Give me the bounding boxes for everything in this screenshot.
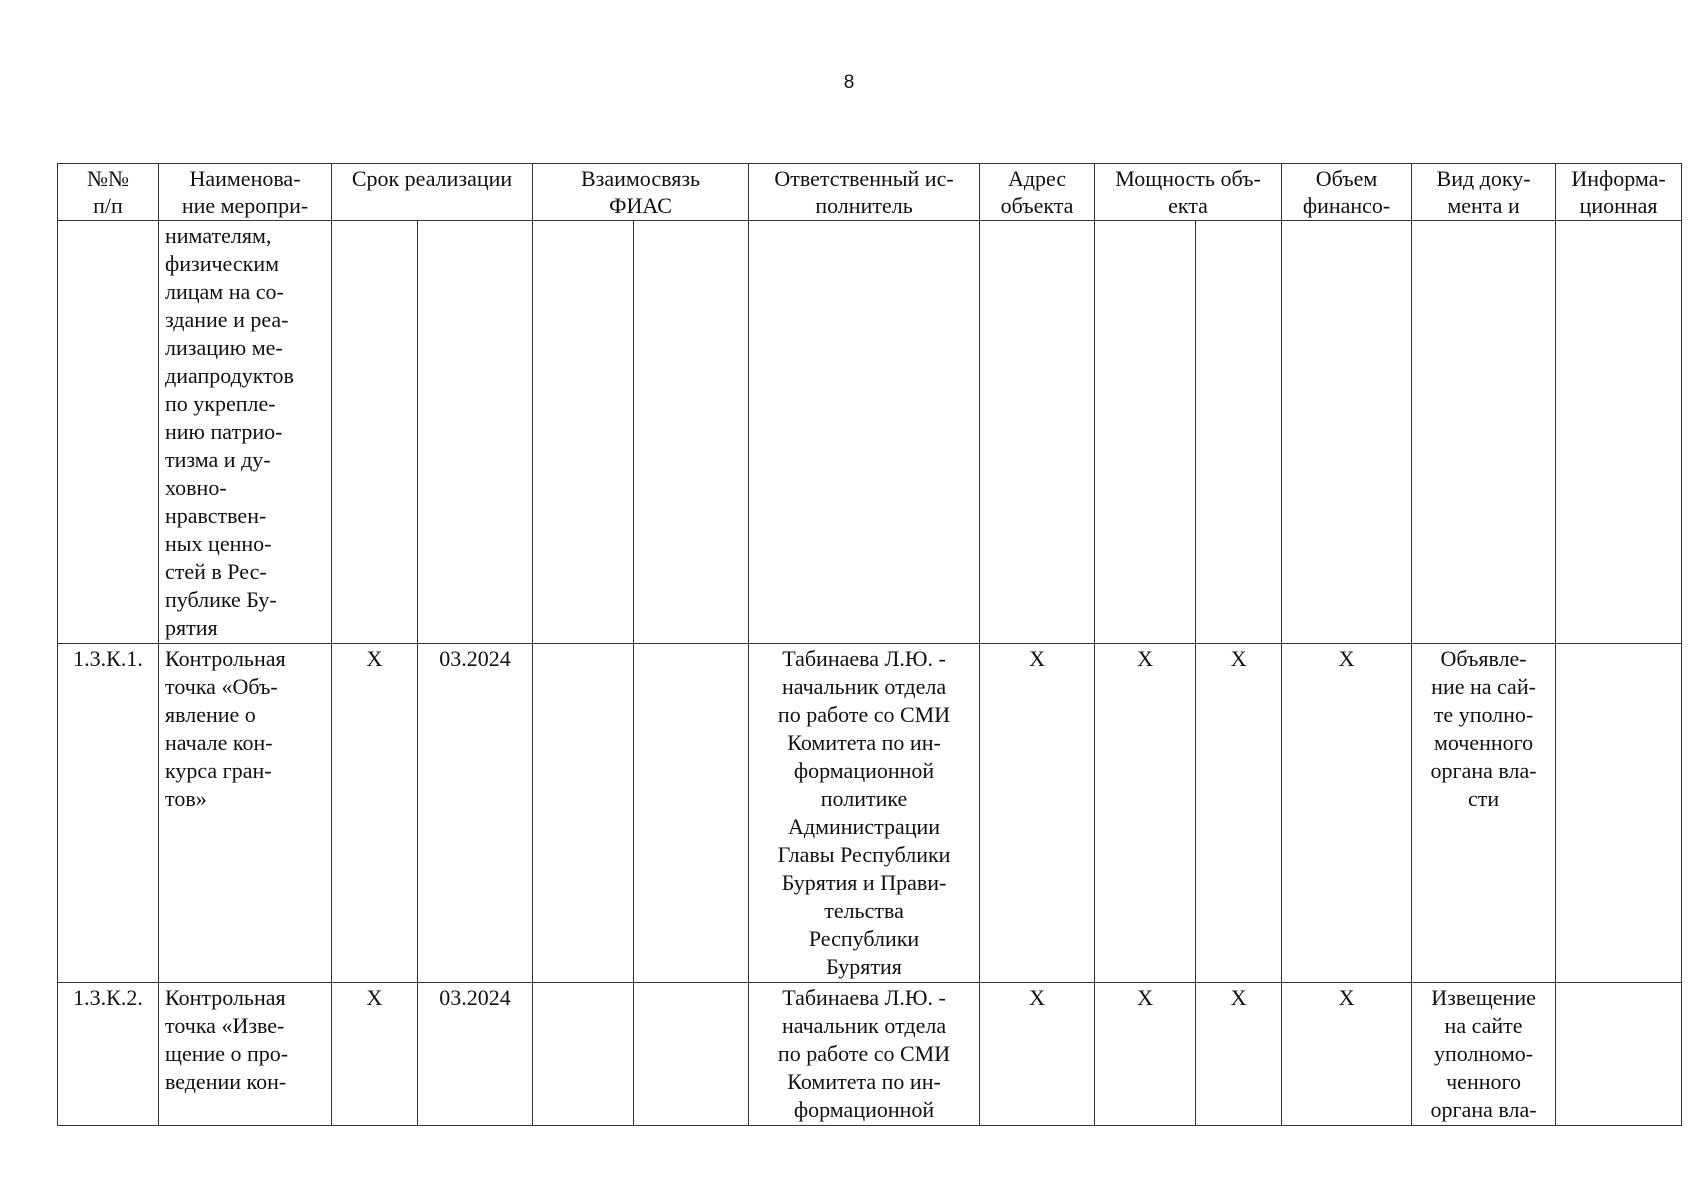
cell-document: Объявле- ние на сай- те уполно- моченного органа вла- сти bbox=[1412, 644, 1556, 983]
cell-capacity-1 bbox=[1095, 221, 1196, 644]
cell-document: Извещение на сайте уполномо- ченного органа вла- bbox=[1412, 983, 1556, 1126]
cell-executor: Табинаева Л.Ю. - начальник отдела по работе со СМИ Комитета по ин- формационной bbox=[749, 983, 980, 1126]
cell-address: X bbox=[980, 644, 1095, 983]
header-financing: Объем финансо- bbox=[1282, 164, 1412, 221]
table-row bbox=[58, 983, 1682, 1126]
cell-capacity-2: X bbox=[1196, 983, 1282, 1126]
header-name: Наименова- ние меропри- bbox=[159, 164, 332, 221]
cell-number: 1.3.К.2. bbox=[58, 983, 159, 1126]
cell-info bbox=[1556, 983, 1682, 1126]
header-period: Срок реализации bbox=[332, 164, 533, 221]
cell-name: Контрольная точка «Изве- щение о про- ведении кон- bbox=[159, 983, 332, 1126]
cell-number: 1.3.К.1. bbox=[58, 644, 159, 983]
cell-fias-1 bbox=[533, 644, 634, 983]
cell-info bbox=[1556, 221, 1682, 644]
cell-capacity-2: X bbox=[1196, 644, 1282, 983]
cell-name: нимателям, физическим лицам на со- здание и реа- лизацию ме- диапродуктов по укрепле- нию патрио- тизма и ду- ховно- нравствен- ных ценно- стей в Рес- публике Бу- рятия bbox=[159, 221, 332, 644]
cell-start: X bbox=[332, 644, 418, 983]
header-capacity: Мощность объ- екта bbox=[1095, 164, 1282, 221]
table-row bbox=[58, 221, 1682, 644]
cell-start bbox=[332, 221, 418, 644]
cell-start: X bbox=[332, 983, 418, 1126]
header-address: Адрес объекта bbox=[980, 164, 1095, 221]
table-row bbox=[58, 644, 1682, 983]
cell-end bbox=[418, 221, 533, 644]
cell-end: 03.2024 bbox=[418, 644, 533, 983]
cell-number bbox=[58, 221, 159, 644]
cell-fias-2 bbox=[634, 644, 749, 983]
cell-address bbox=[980, 221, 1095, 644]
cell-capacity-1: X bbox=[1095, 983, 1196, 1126]
plan-table bbox=[57, 163, 1682, 1126]
cell-executor bbox=[749, 221, 980, 644]
cell-financing bbox=[1282, 221, 1412, 644]
header-executor: Ответственный ис- полнитель bbox=[749, 164, 980, 221]
cell-fias-2 bbox=[634, 221, 749, 644]
cell-executor: Табинаева Л.Ю. - начальник отдела по работе со СМИ Комитета по ин- формационной политике Администрации Главы Республики Бурятия и Прави- тельства Республики Бурятия bbox=[749, 644, 980, 983]
cell-fias-1 bbox=[533, 221, 634, 644]
header-document: Вид доку- мента и bbox=[1412, 164, 1556, 221]
header-number: №№ п/п bbox=[58, 164, 159, 221]
page-number: 8 bbox=[843, 72, 855, 93]
cell-name: Контрольная точка «Объ- явление о начале кон- курса гран- тов» bbox=[159, 644, 332, 983]
cell-document bbox=[1412, 221, 1556, 644]
cell-info bbox=[1556, 644, 1682, 983]
table-header-row bbox=[58, 164, 1682, 221]
cell-capacity-1: X bbox=[1095, 644, 1196, 983]
cell-end: 03.2024 bbox=[418, 983, 533, 1126]
cell-financing: X bbox=[1282, 644, 1412, 983]
header-info: Информа- ционная bbox=[1556, 164, 1682, 221]
cell-financing: X bbox=[1282, 983, 1412, 1126]
header-fias: Взаимосвязь ФИАС bbox=[533, 164, 749, 221]
cell-address: X bbox=[980, 983, 1095, 1126]
cell-fias-1 bbox=[533, 983, 634, 1126]
cell-capacity-2 bbox=[1196, 221, 1282, 644]
cell-fias-2 bbox=[634, 983, 749, 1126]
